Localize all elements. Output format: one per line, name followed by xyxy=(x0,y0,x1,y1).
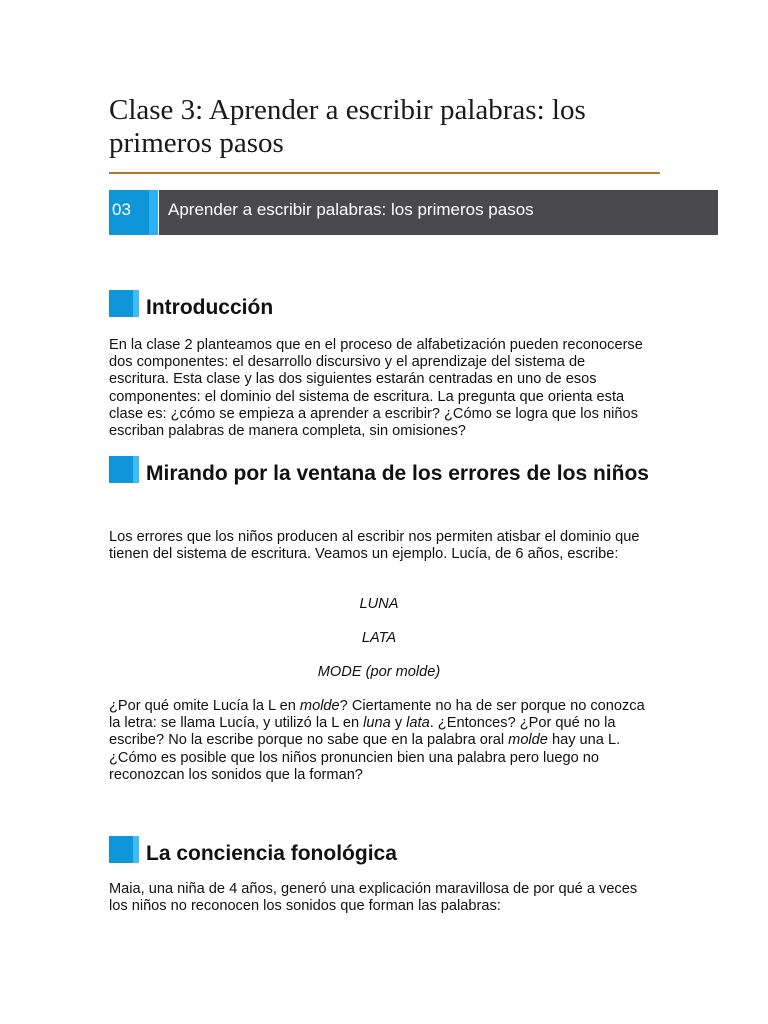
title-divider xyxy=(109,172,660,174)
chapter-banner xyxy=(109,190,718,235)
errores-paragraph: Los errores que los niños producen al escribir nos permiten atisbar el dominio que tienen del sistema de escritura. Veamos un ejemplo. Lucía, de 6 años, escribe: xyxy=(109,529,640,563)
example-word: MODE (por molde) xyxy=(317,664,441,680)
section-square-icon xyxy=(109,290,139,317)
conciencia-paragraph: Maia, una niña de 4 años, generó una explicación maravillosa de por qué a veces los niños no reconocen los sonidos que forman las palabras: xyxy=(109,881,638,915)
banner-accent-bar xyxy=(149,190,158,235)
chapter-banner-title: Aprender a escribir palabras: los primeros pasos xyxy=(159,190,718,235)
section-square-icon xyxy=(109,836,139,863)
question-paragraph: ¿Por qué omite Lucía la L en molde? Ciertamente no ha de ser porque no conozca la letra: se llama Lucía, y utilizó la L en luna y lata. ¿Entonces? ¿Por qué no la escribe? No la escribe porque no sabe que en la palabra oral molde hay una L. ¿Cómo es posible que los niños pronuncien bien una palabra pero luego no reconozcan los sonidos que la forman? xyxy=(109,698,645,783)
section-heading-introduccion: Introducción xyxy=(109,290,649,322)
section-square-icon xyxy=(109,456,139,483)
example-word: LUNA xyxy=(359,596,399,612)
section-heading-conciencia: La conciencia fonológica xyxy=(109,836,649,868)
example-word: LATA xyxy=(361,630,397,646)
document-title: Clase 3: Aprender a escribir palabras: los primeros pasos xyxy=(109,94,586,159)
intro-paragraph: En la clase 2 planteamos que en el proceso de alfabetización pueden reconocerse dos componentes: el desarrollo discursivo y el aprendizaje del sistema de escritura. Esta clase y las dos siguientes estarán centradas en uno de esos componentes: el dominio del sistema de escritura. La pregunta que orienta esta clase es: ¿cómo se empieza a aprender a escribir? ¿Cómo se logra que los niños escriban palabras de manera completa, sin omisiones? xyxy=(109,337,643,440)
chapter-number: 03 xyxy=(109,190,149,235)
section-heading-errores: Mirando por la ventana de los errores de los niños xyxy=(109,456,649,488)
